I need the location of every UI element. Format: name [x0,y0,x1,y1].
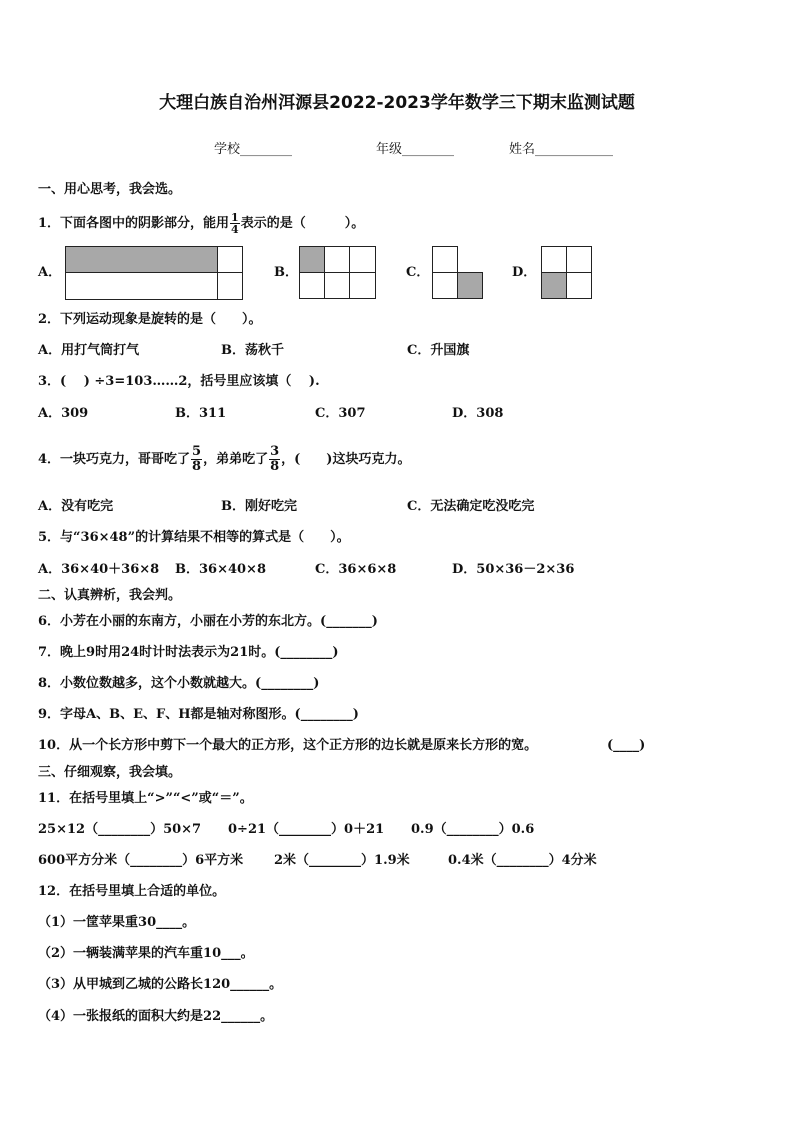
grade-field: 年级________ [376,142,455,157]
question-5: 5．与“36×48”的计算结果不相等的算式是（ ）。 [38,530,350,545]
q12-item: （1）一筐苹果重30____。 [38,915,196,930]
school-field: 学校________ [214,142,293,157]
question-3: 3．( ) ÷3=103……2，括号里应该填（ ). [38,374,320,389]
q4-option-b: B．刚好吃完 [221,499,297,514]
name-field: 姓名____________ [509,142,614,157]
q1-figure-c [432,246,483,299]
q3-option-c: C．307 [315,406,366,421]
question-10: 10．从一个长方形中剪下一个最大的正方形，这个正方形的边长就是原来长方形的宽。 [38,738,538,753]
question-7: 7．晚上9时用24时计时法表示为21时。(________) [38,645,339,660]
q1-option-c: C． [406,265,430,280]
q1-stem: 1．下面各图中的阴影部分，能用 [38,216,230,231]
question-12: 12．在括号里填上合适的单位。 [38,884,226,899]
q11-item: 600平方分米（________）6平方米 [38,853,244,868]
question-6: 6．小芳在小丽的东南方，小丽在小芳的东北方。(_______) [38,614,378,629]
section-1-heading: 一、用心思考，我会选。 [38,182,182,197]
q4-option-a: A．没有吃完 [38,499,114,514]
q5-option-d: D．50×36－2×36 [452,562,575,577]
q2-option-a: A．用打气筒打气 [38,343,140,358]
question-8: 8．小数位数越多，这个小数就越大。(________) [38,676,320,691]
q3-option-a: A．309 [38,406,89,421]
question-4: 4．一块巧克力，哥哥吃了 $\frac{5}{8}$ ，弟弟吃了 $\frac{3}{8}$ ，( )这块巧克力。 [38,444,411,474]
question-9: 9．字母A、B、E、F、H都是轴对称图形。(________) [38,707,359,722]
q4-fraction-2: $\frac{3}{8}$ [270,444,280,474]
q5-option-c: C．36×6×8 [315,562,397,577]
q1-option-a: A． [38,265,62,280]
q10-answer-blank: (____) [607,738,646,753]
q3-option-b: B．311 [175,406,227,421]
q12-item: （3）从甲城到乙城的公路长120______。 [38,977,283,992]
q11-item: 0.9（________）0.6 [411,822,535,837]
section-2-heading: 二、认真辨析，我会判。 [38,588,182,603]
q1-figure-d [541,246,592,299]
q1-figure-b [299,246,376,299]
q1-option-d: D． [512,265,537,280]
q4-fraction-1: $\frac{5}{8}$ [192,444,202,474]
q4-option-c: C．无法确定吃没吃完 [407,499,535,514]
q5-option-b: B．36×40×8 [175,562,267,577]
question-1: 1．下面各图中的阴影部分，能用 $\frac{1}{4}$ 表示的是（ ）。 [38,211,365,236]
q12-item: （4）一张报纸的面积大约是22______。 [38,1009,274,1024]
question-11: 11．在括号里填上“>”“<”或“＝”。 [38,791,253,806]
q11-item: 0÷21（________）0＋21 [228,822,385,837]
q1-option-b: B． [274,265,298,280]
q2-option-c: C．升国旗 [407,343,470,358]
q11-item: 25×12（________）50×7 [38,822,202,837]
q1-figure-a [65,246,243,300]
q1-fraction: $\frac{1}{4}$ [231,211,239,236]
q2-option-b: B．荡秋千 [221,343,284,358]
q5-option-a: A．36×40＋36×8 [38,562,160,577]
q11-item: 0.4米（________）4分米 [448,853,597,868]
q3-option-d: D．308 [452,406,504,421]
q12-item: （2）一辆装满苹果的汽车重10___。 [38,946,254,961]
page-title: 大理白族自治州洱源县2022-2023学年数学三下期末监测试题 [159,93,635,113]
section-3-heading: 三、仔细观察，我会填。 [38,765,182,780]
q11-item: 2米（________）1.9米 [274,853,410,868]
question-2: 2．下列运动现象是旋转的是（ ）。 [38,312,262,327]
